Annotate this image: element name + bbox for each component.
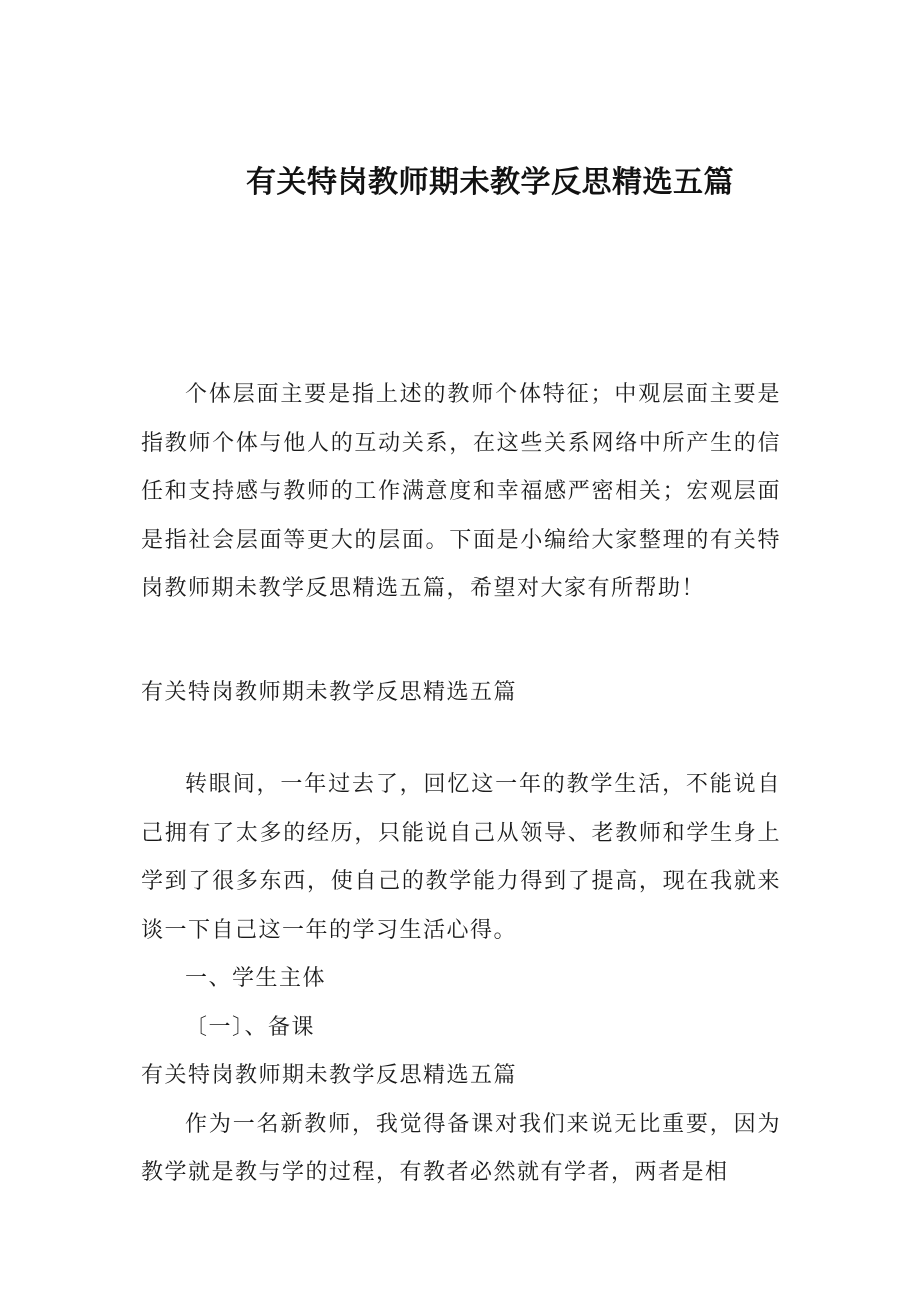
heading-1-sub: 〔一〕、备课 (185, 1014, 316, 1040)
document-title: 有关特岗教师期未教学反思精选五篇 (246, 165, 734, 200)
intro-block (141, 371, 781, 614)
subtitle-1: 有关特岗教师期未教学反思精选五篇 (141, 680, 518, 705)
paragraph-3: 作为一名新教师，我觉得备课对我们来说无比重要，因为教学就是教与学的过程，有教者必然就有学者，两者是相 (141, 1111, 781, 1185)
subtitle-block-1 (141, 669, 781, 718)
body-block-2 (141, 761, 781, 1198)
paragraph-2: 转眼间，一年过去了，回忆这一年的教学生活，不能说自己拥有了太多的经历，只能说自己从领导、老教师和学生身上学到了很多东西，使自己的教学能力得到了提高，现在我就来谈一下自己这一年的学习生活心得。 (141, 772, 781, 943)
intro-paragraph: 个体层面主要是指上述的教师个体特征；中观层面主要是指教师个体与他人的互动关系，在这些关系网络中所产生的信任和支持感与教师的工作满意度和幸福感严密相关；宏观层面是指社会层面等更大的层面。下面是小编给大家整理的有关特岗教师期未教学反思精选五篇，希望对大家有所帮助！ (141, 382, 781, 601)
subtitle-2: 有关特岗教师期未教学反思精选五篇 (141, 1063, 518, 1088)
heading-1: 一、学生主体 (185, 966, 327, 991)
